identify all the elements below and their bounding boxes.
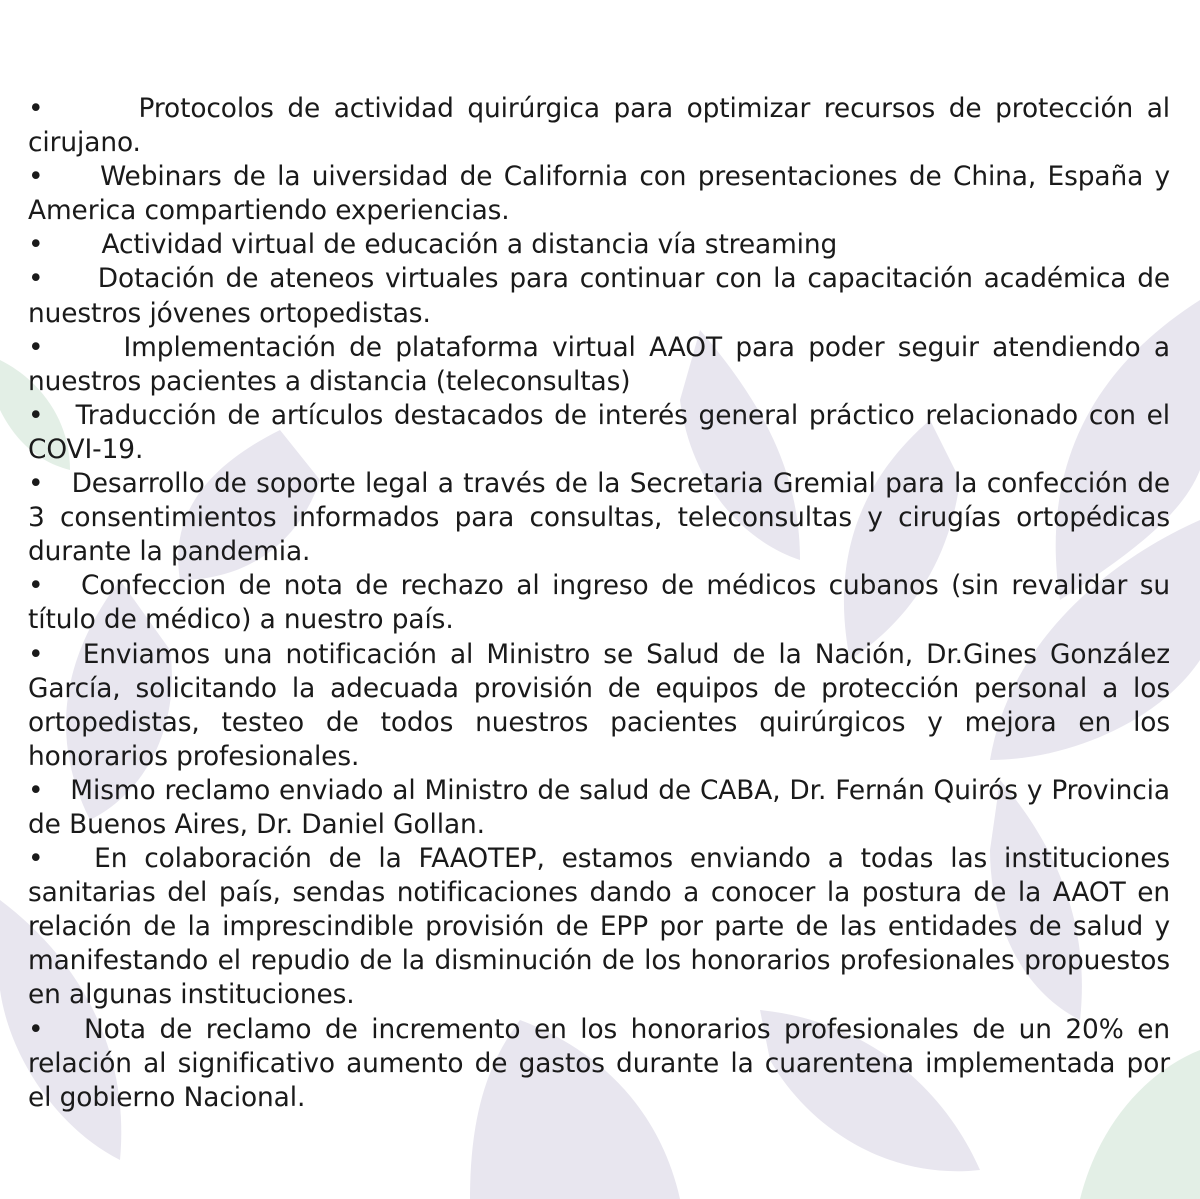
item-text: Enviamos una notificación al Ministro se Salud de la Nación, Dr.Gines González García, solicitando la adecuada provisión de equipos de protección personal a los ortopedistas, testeo de todos nuestros pacientes quirúrgicos y mejora en los honorarios profesionales.	[28, 638, 1170, 772]
bullet-marker: •	[28, 1013, 44, 1045]
bullet-marker: •	[28, 570, 44, 602]
bullet-marker: •	[28, 229, 44, 261]
bullet-marker: •	[28, 843, 44, 875]
list-item	[28, 569, 1170, 637]
bullet-spacing	[43, 400, 75, 431]
bullet-spacing	[43, 843, 94, 874]
bullet-spacing	[43, 332, 123, 363]
list-item	[28, 774, 1170, 842]
bullet-marker: •	[28, 263, 44, 295]
item-text: Dotación de ateneos virtuales para continuar con la capacitación académica de nuestros jóvenes ortopedistas.	[28, 263, 1170, 329]
bullet-spacing	[43, 161, 100, 192]
bullet-marker: •	[28, 93, 44, 124]
list-item	[28, 228, 1170, 262]
bullet-spacing	[43, 468, 71, 499]
bullet-spacing	[43, 639, 82, 670]
list-item	[28, 638, 1170, 774]
list-item	[28, 160, 1170, 228]
list-item	[28, 262, 1170, 330]
bullet-marker: •	[28, 331, 44, 363]
list-item	[28, 399, 1170, 467]
item-text: Implementación de plataforma virtual AAOT para poder seguir atendiendo a nuestros pacientes a distancia (teleconsultas)	[28, 331, 1170, 397]
bullet-spacing	[43, 229, 101, 260]
bullet-spacing	[43, 1014, 84, 1045]
bullet-spacing	[43, 570, 81, 601]
bullet-spacing	[43, 775, 70, 806]
item-text: Webinars de la uiversidad de California con presentaciones de China, España y America compartiendo experiencias.	[28, 161, 1170, 227]
bullet-marker: •	[28, 399, 44, 431]
list-item	[28, 92, 1170, 160]
list-item	[28, 1013, 1170, 1115]
list-item	[28, 467, 1170, 569]
item-text: Protocolos de actividad quirúrgica para optimizar recursos de protección al cirujano.	[28, 93, 1171, 159]
item-text: Mismo reclamo enviado al Ministro de salud de CABA, Dr. Fernán Quirós y Provincia de Buenos Aires, Dr. Daniel Gollan.	[28, 774, 1170, 840]
bullet-spacing	[43, 93, 138, 124]
bullet-marker: •	[28, 774, 44, 806]
bullet-marker: •	[28, 468, 44, 500]
list-item	[28, 331, 1170, 399]
item-text: Nota de reclamo de incremento en los honorarios profesionales de un 20% en relación al significativo aumento de gastos durante la cuarentena implementada por el gobierno Nacional.	[28, 1013, 1170, 1113]
item-text: Confeccion de nota de rechazo al ingreso de médicos cubanos (sin revalidar su título de médico) a nuestro país.	[28, 570, 1170, 636]
item-text: Traducción de artículos destacados de interés general práctico relacionado con el COVI-19.	[28, 399, 1170, 465]
item-text: Desarrollo de soporte legal a través de la Secretaria Gremial para la confección de 3 consentimientos informados para consultas, teleconsultas y cirugías ortopédicas durante la pandemia.	[28, 468, 1170, 568]
item-text: Actividad virtual de educación a distancia vía streaming	[101, 229, 838, 261]
bullet-spacing	[43, 263, 97, 294]
list-item	[28, 842, 1170, 1012]
bullet-marker: •	[28, 161, 44, 193]
bullet-list	[28, 92, 1170, 1115]
item-text: En colaboración de la FAAOTEP, estamos enviando a todas las instituciones sanitarias del país, sendas notificaciones dando a conocer la postura de la AAOT en relación de la imprescindible provisión de EPP por parte de las entidades de salud y manifestando el repudio de la disminución de los honorarios profesionales propuestos en algunas instituciones.	[28, 843, 1171, 1011]
bullet-marker: •	[28, 638, 44, 670]
